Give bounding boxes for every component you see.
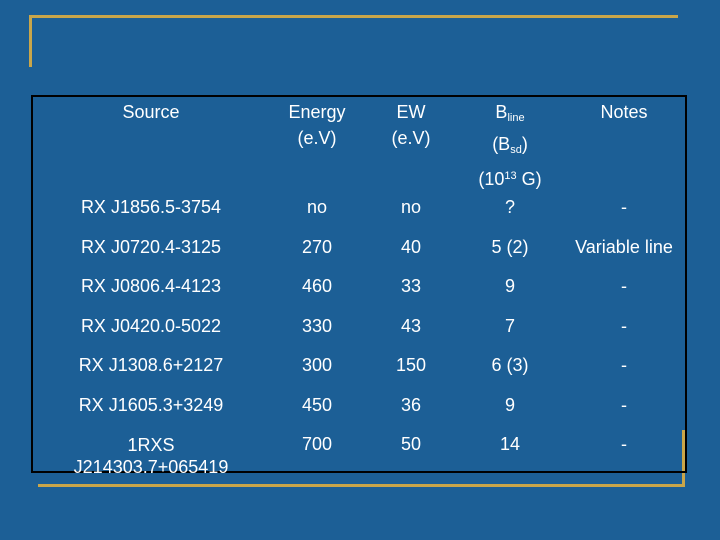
cell-notes: - bbox=[621, 316, 627, 336]
cell-energy: 460 bbox=[301, 276, 333, 296]
cell-ew: 150 bbox=[395, 355, 427, 375]
cell-bline: 14 bbox=[499, 434, 521, 454]
cell-ew: 43 bbox=[400, 316, 422, 336]
cell-energy: 700 bbox=[301, 434, 333, 454]
cell-source: RX J0420.0-5022 bbox=[80, 316, 222, 336]
cell-bline: 7 bbox=[504, 316, 515, 336]
top-accent-line bbox=[29, 15, 678, 18]
cell-bline: 9 bbox=[504, 276, 515, 296]
cell-energy: 270 bbox=[301, 237, 333, 257]
cell-ew: 33 bbox=[400, 276, 422, 296]
cell-notes: - bbox=[621, 197, 627, 217]
cell-source: RX J1605.3+3249 bbox=[78, 395, 224, 415]
cell-ew: 36 bbox=[400, 395, 422, 415]
cell-bline: ? bbox=[504, 197, 515, 217]
cell-source: RX J1856.5-3754 bbox=[80, 197, 222, 217]
cell-notes: - bbox=[621, 276, 627, 296]
pulsar-table bbox=[31, 95, 687, 477]
cell-source: RX J0806.4-4123 bbox=[80, 276, 222, 296]
cell-bline: 5 (2) bbox=[491, 237, 529, 257]
cell-energy: 330 bbox=[301, 316, 333, 336]
table-row bbox=[33, 232, 685, 271]
left-accent-line bbox=[29, 15, 32, 67]
header-energy: Energy (e.V) bbox=[288, 102, 346, 148]
header-source: Source bbox=[122, 102, 180, 122]
cell-ew: 40 bbox=[400, 237, 422, 257]
table-row bbox=[33, 429, 685, 478]
header-notes: Notes bbox=[600, 102, 648, 122]
table-row bbox=[33, 311, 685, 350]
table-row bbox=[33, 350, 685, 390]
table-row bbox=[33, 271, 685, 311]
cell-ew: no bbox=[400, 197, 422, 217]
cell-ew: 50 bbox=[400, 434, 422, 454]
bottom-accent-line bbox=[38, 484, 685, 487]
cell-source: RX J1308.6+2127 bbox=[78, 355, 224, 375]
cell-energy: 450 bbox=[301, 395, 333, 415]
header-bline: $B_{line}$ $(B_{sd})$ ($10^{13}$ G) bbox=[478, 102, 542, 189]
cell-notes: - bbox=[621, 395, 627, 415]
cell-bline: 6 (3) bbox=[491, 355, 529, 375]
cell-source: 1RXS J214303.7+065419 bbox=[73, 435, 229, 477]
cell-bline: 9 bbox=[504, 395, 515, 415]
cell-notes: Variable line bbox=[575, 237, 673, 257]
cell-energy: 300 bbox=[301, 355, 333, 375]
table-header-row bbox=[33, 97, 685, 192]
table-row bbox=[33, 390, 685, 429]
cell-notes: - bbox=[621, 434, 627, 454]
cell-source: RX J0720.4-3125 bbox=[80, 237, 222, 257]
header-ew: EW (e.V) bbox=[391, 102, 431, 148]
table-row bbox=[33, 192, 685, 232]
cell-notes: - bbox=[621, 355, 627, 375]
cell-energy: no bbox=[306, 197, 328, 217]
